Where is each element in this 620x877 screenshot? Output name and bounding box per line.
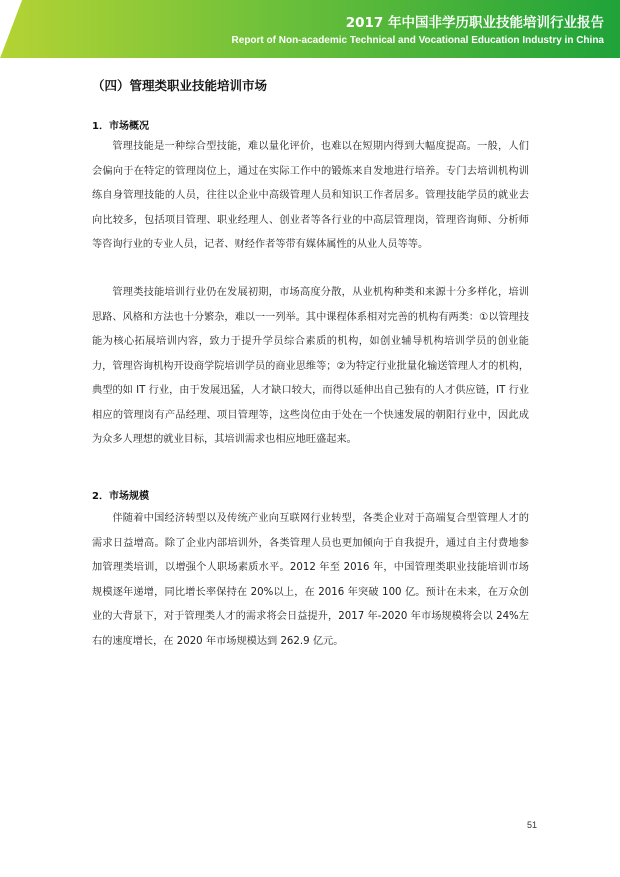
report-subtitle: Report of Non-academic Technical and Vocational Education Industry in China	[231, 35, 604, 46]
page-number: 51	[527, 820, 538, 830]
report-title: 2017 年中国非学历职业技能培训行业报告	[345, 15, 604, 31]
paragraph-market-size: 伴随着中国经济转型以及传统产业向互联网行业转型，各类企业对于高端复合型管理人才的需求日益增高。除了企业内部培训外，各类管理人员也更加倾向于自我提升，通过自主付费地参加管理类培训，以增强个人职场素质水平。2012 年至 2016 年，中国管理类职业技能培训市场规模逐年递增，同比增长率保持在 20%以上，在 2016 年突破 100 亿。预计在未来，在万众创业的大背景下，对于管理类人才的需求将会日益提升，2017 年-2020 年市场规模将会以 24%左右的速度增长，在 2020 年市场规模达到 262.9 亿元。	[92, 513, 529, 647]
paragraph-overview-1: 管理技能是一种综合型技能，难以量化评价，也难以在短期内得到大幅度提高。一般，人们会偏向于在特定的管理岗位上，通过在实际工作中的锻炼来自发地进行培养。专门去培训机构训练自身管理技能的人员，往往以企业中高级管理人员和知识工作者居多。管理技能学员的就业去向比较多，包括项目管理、职业经理人、创业者等各行业的中高层管理岗，管理咨询师、分析师等咨询行业的专业人员，记者、财经作者等带有媒体属性的从业人员等等。	[92, 141, 529, 250]
subsection-heading-market-size: 2．市场规模	[92, 491, 149, 502]
paragraph-overview-2: 管理类技能培训行业仍在发展初期，市场高度分散，从业机构种类和来源十分多样化，培训思路、风格和方法也十分繁杂，难以一一列举。其中课程体系相对完善的机构有两类：①以管理技能为核心拓展培训内容，致力于提升学员综合素质的机构，如创业辅导机构培训学员的创业能力，管理咨询机构开设商学院培训学员的商业思维等；②为特定行业批量化输送管理人才的机构，典型的如 IT 行业，由于发展迅猛，人才缺口较大，而得以延伸出自己独有的人才供应链，IT 行业相应的管理岗有产品经理、项目管理等，这些岗位由于处在一个快速发展的朝阳行业中，因此成为众多人理想的就业目标，其培训需求也相应地旺盛起来。	[92, 287, 530, 445]
section-heading: （四）管理类职业技能培训市场	[92, 78, 268, 93]
subsection-heading-overview: 1．市场概况	[92, 121, 149, 132]
